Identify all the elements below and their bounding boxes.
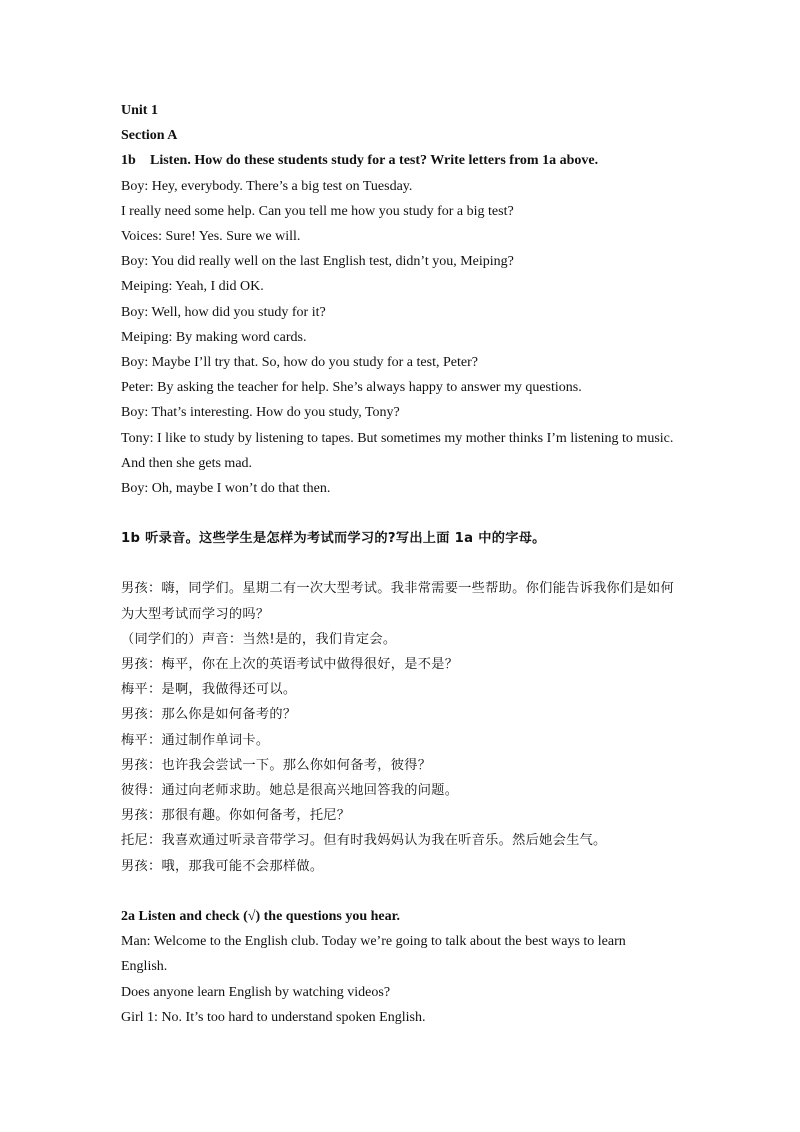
transcript-line-chinese: 男孩：嗨，同学们。星期二有一次大型考试。我非常需要一些帮助。你们能告诉我你们是如何: [121, 581, 674, 597]
transcript-line: Boy: Well, how did you study for it?: [121, 304, 326, 320]
transcript-line: Man: Welcome to the English club. Today we’re going to talk about the best ways to learn: [121, 934, 626, 950]
exercise-number: 1b: [121, 153, 136, 169]
spacer: [121, 879, 721, 904]
transcript-line-chinese: 梅平：是啊，我做得还可以。: [121, 682, 297, 698]
transcript-line-chinese: 梅平：通过制作单词卡。: [121, 732, 270, 748]
transcript-line-chinese: 托尼：我喜欢通过听录音带学习。但有时我妈妈认为我在听音乐。然后她会生气。: [121, 833, 607, 849]
transcript-line-chinese: 男孩：也许我会尝试一下。那么你如何备考，彼得？: [121, 757, 432, 773]
transcript-line: Boy: Oh, maybe I won’t do that then.: [121, 481, 331, 497]
transcript-line: Boy: Hey, everybody. There’s a big test on Tuesday.: [121, 178, 413, 194]
spacer: [121, 501, 721, 526]
transcript-line-chinese: （同学们的）声音：当然!是的，我们肯定会。: [121, 631, 397, 647]
exercise-1b-heading: [121, 148, 721, 173]
transcript-1b-english: [121, 174, 721, 502]
section-title: Section A: [121, 128, 178, 144]
transcript-line: I really need some help. Can you tell me how you study for a big test?: [121, 203, 514, 219]
unit-title: Unit 1: [121, 103, 158, 118]
exercise-1b-heading-chinese: 1b 听录音。这些学生是怎样为考试而学习的?写出上面 1a 中的字母。: [121, 531, 546, 547]
transcript-line-chinese: 为大型考试而学习的吗？: [121, 606, 270, 622]
transcript-line: Voices: Sure! Yes. Sure we will.: [121, 229, 301, 245]
transcript-line: Peter: By asking the teacher for help. She’s always happy to answer my questions.: [121, 380, 582, 396]
transcript-line: Does anyone learn English by watching videos?: [121, 984, 391, 1000]
transcript-line-chinese: 男孩：那很有趣。你如何备考，托尼？: [121, 808, 351, 824]
transcript-line: English.: [121, 959, 168, 975]
exercise-2a-heading: 2a Listen and check (√) the questions you hear.: [121, 908, 401, 924]
transcript-line: Meiping: Yeah, I did OK.: [121, 279, 264, 295]
transcript-1b-chinese: [121, 576, 721, 878]
document-page: [121, 98, 721, 1030]
exercise-instruction: Listen. How do these students study for a test? Write letters from 1a above.: [150, 153, 599, 169]
transcript-line-chinese: 男孩：那么你是如何备考的？: [121, 707, 297, 723]
transcript-line: Boy: You did really well on the last English test, didn’t you, Meiping?: [121, 254, 514, 270]
transcript-line-chinese: 彼得：通过向老师求助。她总是很高兴地回答我的问题。: [121, 783, 459, 799]
spacer: [121, 551, 721, 576]
transcript-line: Boy: Maybe I’ll try that. So, how do you study for a test, Peter?: [121, 355, 478, 371]
transcript-line: Boy: That’s interesting. How do you study, Tony?: [121, 405, 400, 421]
transcript-2a-english: [121, 929, 721, 1030]
transcript-line-chinese: 男孩：梅平，你在上次的英语考试中做得很好，是不是？: [121, 657, 459, 673]
transcript-line: Meiping: By making word cards.: [121, 329, 307, 345]
transcript-line: And then she gets mad.: [121, 455, 253, 471]
transcript-line-chinese: 男孩：哦，那我可能不会那样做。: [121, 858, 324, 874]
transcript-line: Tony: I like to study by listening to tapes. But sometimes my mother thinks I’m listening to music.: [121, 430, 674, 446]
transcript-line: Girl 1: No. It’s too hard to understand spoken English.: [121, 1009, 426, 1025]
